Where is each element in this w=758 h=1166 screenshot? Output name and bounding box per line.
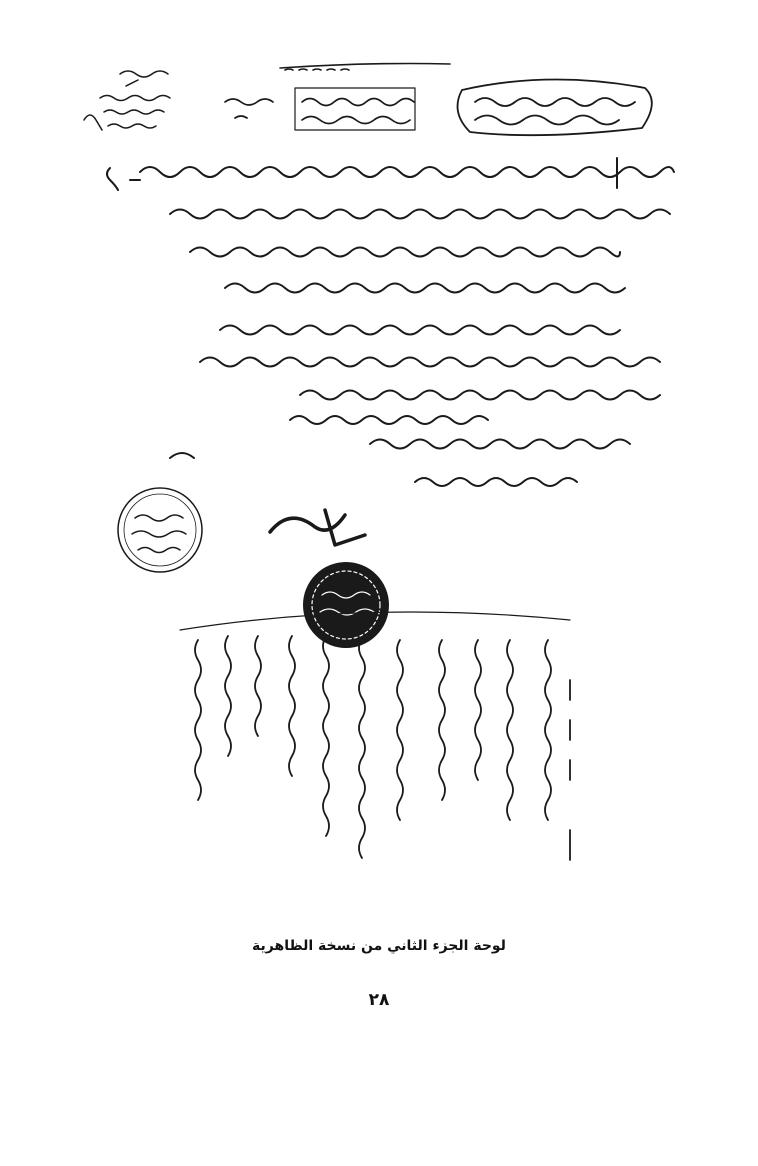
title-cartouche: [458, 79, 652, 135]
top-rule: [280, 64, 450, 71]
figure-caption: لوحة الجزء الثاني من نسخة الظاهرية: [252, 938, 506, 954]
page-number: ٢٨: [368, 990, 390, 1010]
vertical-notes: [180, 612, 570, 860]
stamp-left: [118, 488, 202, 572]
seal-round: [304, 563, 388, 647]
middle-note: [225, 88, 415, 130]
marginal-note-left: [84, 71, 170, 130]
signature-mark: [270, 510, 365, 545]
manuscript-body-text: [107, 158, 674, 486]
manuscript-image: [70, 40, 710, 870]
